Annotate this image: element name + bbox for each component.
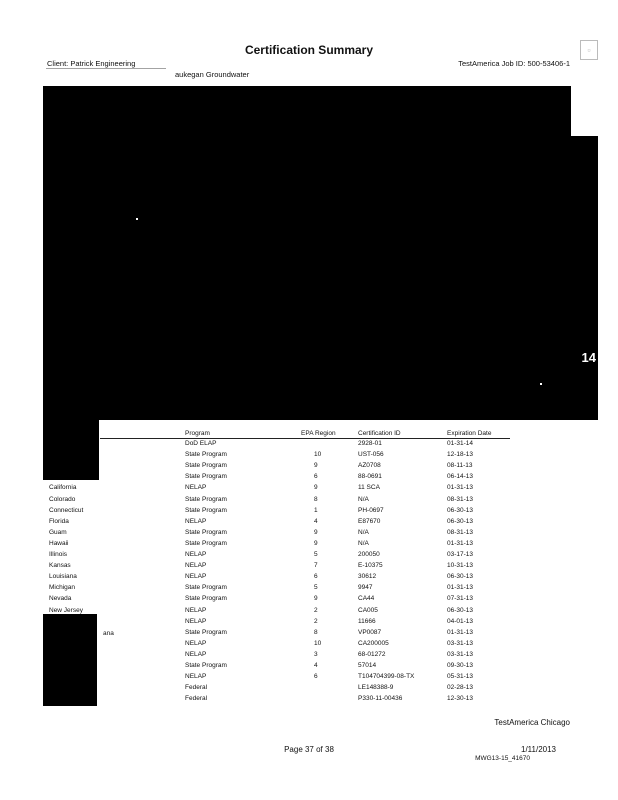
cell-exp: 03-17-13 <box>447 551 474 558</box>
cell-epa: 10 <box>314 451 322 459</box>
cell-cert: E-10375 <box>358 562 383 570</box>
cell-program: State Program <box>185 584 227 592</box>
cell-epa: 9 <box>314 539 318 547</box>
page-title: Certification Summary <box>244 43 374 57</box>
cell-program: NELAP <box>185 650 207 658</box>
lab-name: TestAmerica Chicago <box>494 718 570 727</box>
cell-program: NELAP <box>185 517 207 525</box>
cell-exp: 01-31-14 <box>447 440 474 447</box>
cell-state: New Jersey <box>49 606 83 614</box>
cell-exp: 03-31-13 <box>447 639 474 647</box>
cell-cert: VP0087 <box>358 628 382 636</box>
table-row <box>0 595 618 606</box>
cell-state: Kansas <box>49 562 71 570</box>
cell-epa: 7 <box>314 562 318 570</box>
cell-cert: 200050 <box>358 551 380 558</box>
cell-cert: 88-0691 <box>358 473 382 481</box>
cell-exp: 08-31-13 <box>447 495 474 503</box>
header-rule <box>100 438 510 439</box>
cell-state: California <box>49 484 77 492</box>
cell-exp: 08-31-13 <box>447 528 474 536</box>
job-id-label: TestAmerica Job ID: 500-53406-1 <box>458 59 570 68</box>
table-row <box>0 496 618 507</box>
cell-program: State Program <box>185 451 227 459</box>
cell-exp: 12-18-13 <box>447 451 474 459</box>
partial-state-label: ana <box>103 630 114 637</box>
redaction-block-right <box>568 136 598 420</box>
cell-state: Michigan <box>49 584 76 592</box>
cell-program: State Program <box>185 662 227 669</box>
column-header-expiration-date: Expiration Date <box>447 430 492 437</box>
page-badge: 14 <box>581 350 596 365</box>
cell-cert: E87670 <box>358 517 381 525</box>
cell-program: NELAP <box>185 484 207 492</box>
table-row <box>0 562 618 573</box>
cell-epa: 6 <box>314 573 318 581</box>
cell-exp: 12-30-13 <box>447 695 474 703</box>
table-row <box>0 507 618 518</box>
cell-cert: 9947 <box>358 584 373 592</box>
cell-epa: 9 <box>314 462 318 470</box>
redacted-line <box>46 68 166 69</box>
cell-program: State Program <box>185 595 227 603</box>
table-row <box>0 451 618 462</box>
column-header-program: Program <box>185 430 210 437</box>
cell-cert: UST-056 <box>358 451 384 459</box>
cell-exp: 06-14-13 <box>447 473 474 481</box>
scan-speck <box>136 218 138 220</box>
client-label: Client: Patrick Engineering <box>47 59 136 68</box>
cell-program: State Program <box>185 628 227 636</box>
cell-exp: 07-31-13 <box>447 595 474 603</box>
cell-cert: N/A <box>358 495 369 503</box>
cell-cert: 11666 <box>358 617 376 625</box>
cell-exp: 06-30-13 <box>447 573 474 581</box>
cell-epa: 9 <box>314 484 318 492</box>
cell-epa: 8 <box>314 628 318 636</box>
table-row <box>0 440 618 451</box>
table-row <box>0 473 618 484</box>
cell-epa: 5 <box>314 584 318 592</box>
cell-exp: 04-01-13 <box>447 617 474 625</box>
cell-epa: 6 <box>314 473 318 481</box>
redaction-block-lower <box>43 614 97 706</box>
cell-epa: 2 <box>314 606 318 614</box>
table-row <box>0 484 618 495</box>
cell-state: Louisiana <box>49 573 77 581</box>
cell-exp: 09-30-13 <box>447 662 474 669</box>
cell-cert: N/A <box>358 539 369 547</box>
corner-stamp-icon: ▫ <box>580 40 598 60</box>
scan-speck <box>540 383 542 385</box>
cell-epa: 6 <box>314 673 318 681</box>
cell-epa: 8 <box>314 495 318 503</box>
cell-epa: 4 <box>314 517 318 525</box>
cell-cert: LE148388-9 <box>358 684 394 692</box>
cell-exp: 06-30-13 <box>447 506 474 514</box>
table-row <box>0 518 618 529</box>
table-row <box>0 584 618 595</box>
report-date: 1/11/2013 <box>521 745 556 754</box>
cell-cert: CA44 <box>358 595 375 603</box>
cell-epa: 3 <box>314 650 318 658</box>
cell-epa: 1 <box>314 506 318 514</box>
cell-program: State Program <box>185 539 227 547</box>
cell-cert: AZ0708 <box>358 462 381 470</box>
cell-exp: 10-31-13 <box>447 562 474 570</box>
cell-program: NELAP <box>185 617 207 625</box>
cell-exp: 06-30-13 <box>447 517 474 525</box>
cell-exp: 01-31-13 <box>447 484 474 492</box>
cell-exp: 06-30-13 <box>447 606 474 614</box>
cell-state: Connecticut <box>49 506 84 514</box>
cell-cert: PH-0697 <box>358 506 384 514</box>
cell-program: NELAP <box>185 673 207 681</box>
table-row <box>0 529 618 540</box>
cell-exp: 01-31-13 <box>447 628 474 636</box>
cell-program: Federal <box>185 684 208 692</box>
cell-program: State Program <box>185 495 227 503</box>
cell-cert: T104704399-08-TX <box>358 673 415 681</box>
cell-state: Illinois <box>49 551 68 558</box>
cell-exp: 05-31-13 <box>447 673 474 681</box>
cell-epa: 4 <box>314 662 318 669</box>
cell-epa: 2 <box>314 617 318 625</box>
cell-epa: 9 <box>314 595 318 603</box>
cell-cert: N/A <box>358 528 369 536</box>
cell-program: State Program <box>185 528 227 536</box>
cell-cert: CA200005 <box>358 639 389 647</box>
cell-epa: 9 <box>314 528 318 536</box>
cell-program: State Program <box>185 506 227 514</box>
table-row <box>0 573 618 584</box>
cell-cert: P330-11-00436 <box>358 695 403 703</box>
cell-cert: 57014 <box>358 662 377 669</box>
cell-state: Guam <box>49 528 67 536</box>
column-header-certification-id: Certification ID <box>358 430 401 437</box>
cell-state: Florida <box>49 517 69 525</box>
cell-state: Hawaii <box>49 539 69 547</box>
column-header-epa-region: EPA Region <box>301 430 336 437</box>
cell-cert: 68-01272 <box>358 650 386 658</box>
cell-state: Nevada <box>49 595 72 603</box>
cell-exp: 03-31-13 <box>447 650 474 658</box>
cell-exp: 01-31-13 <box>447 584 474 592</box>
cell-cert: 11 SCA <box>358 484 380 492</box>
cell-cert: 2928-01 <box>358 440 382 447</box>
cell-epa: 10 <box>314 639 322 647</box>
cell-program: NELAP <box>185 562 207 570</box>
cell-exp: 01-31-13 <box>447 539 474 547</box>
document-reference: MWG13-15_41670 <box>475 755 530 762</box>
cell-cert: 30612 <box>358 573 377 581</box>
project-label: aukegan Groundwater <box>175 70 250 79</box>
cell-exp: 08-11-13 <box>447 462 473 470</box>
cell-epa: 5 <box>314 551 318 558</box>
cell-state: Colorado <box>49 495 76 503</box>
cell-program: DoD ELAP <box>185 440 217 447</box>
cell-program: State Program <box>185 462 227 470</box>
redaction-block-main <box>43 86 571 420</box>
cell-program: NELAP <box>185 551 207 558</box>
cell-program: Federal <box>185 695 208 703</box>
cell-program: NELAP <box>185 639 207 647</box>
table-row <box>0 551 618 562</box>
cell-program: State Program <box>185 473 227 481</box>
cell-program: NELAP <box>185 606 207 614</box>
cell-program: NELAP <box>185 573 207 581</box>
cell-cert: CA005 <box>358 606 378 614</box>
page-number: Page 37 of 38 <box>284 745 334 754</box>
table-row <box>0 540 618 551</box>
cell-exp: 02-28-13 <box>447 684 474 692</box>
table-row <box>0 462 618 473</box>
